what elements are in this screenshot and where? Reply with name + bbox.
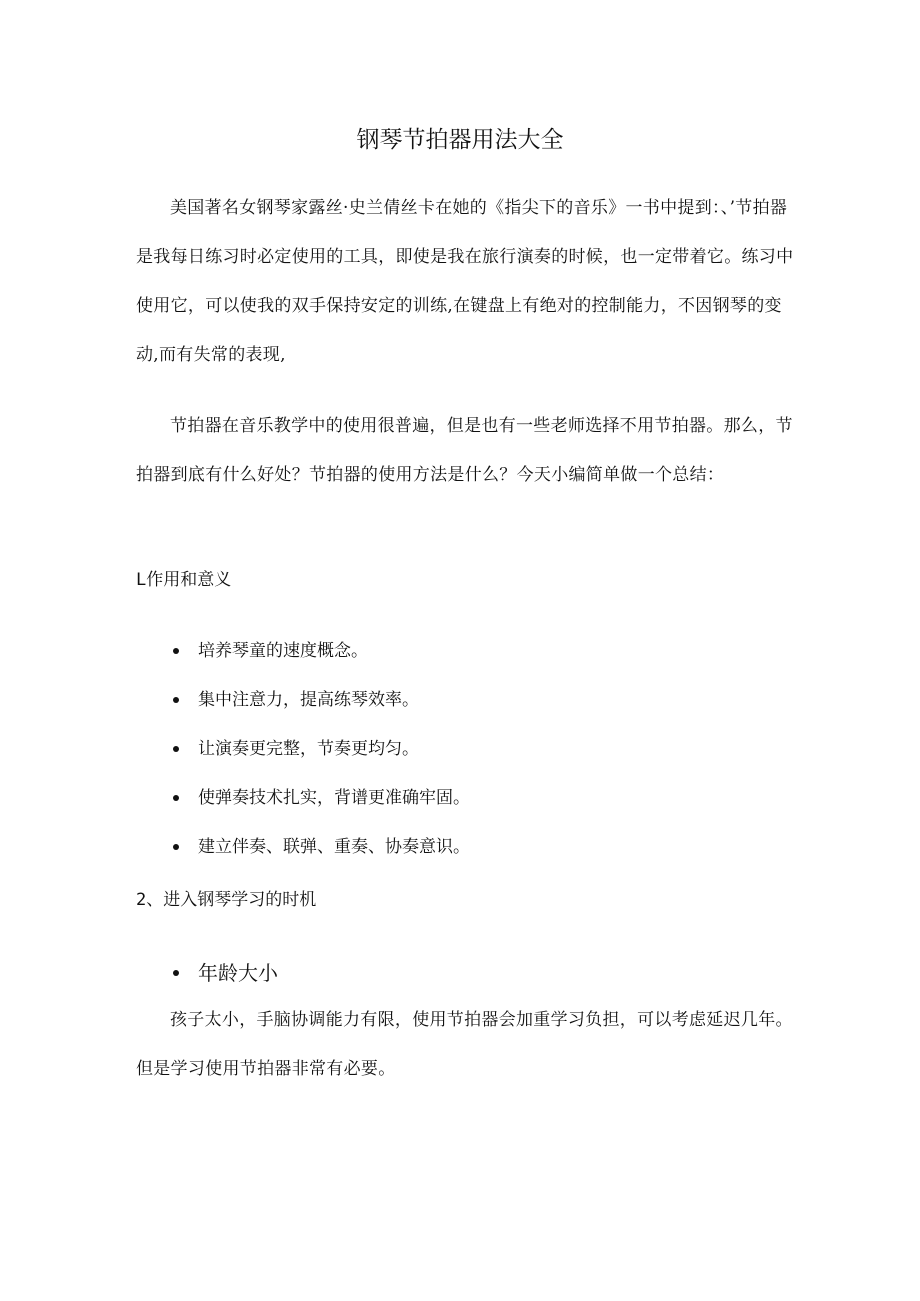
list-item xyxy=(170,780,470,829)
bullet-icon xyxy=(173,844,179,850)
list-item xyxy=(170,682,470,731)
subheading-age xyxy=(170,956,278,990)
bullet-icon xyxy=(173,746,179,752)
list-item-text: 使弹奏技术扎实，背谱更准确牢固。 xyxy=(198,788,470,808)
purpose-list xyxy=(170,633,470,878)
section-heading-purpose: L作用和意义 xyxy=(136,570,232,590)
list-item xyxy=(170,633,470,682)
bullet-icon xyxy=(173,970,179,976)
section-heading-timing: 2、进入钢琴学习的时机 xyxy=(136,890,317,910)
list-item xyxy=(170,731,470,780)
bullet-icon xyxy=(173,795,179,801)
age-paragraph: 孩子太小，手脑协调能力有限，使用节拍器会加重学习负担，可以考虑延迟几年。但是学习使用节拍器非常有必要。 xyxy=(136,1010,793,1079)
question-paragraph: 节拍器在音乐教学中的使用很普遍，但是也有一些老师选择不用节拍器。那么，节拍器到底有什么好处？节拍器的使用方法是什么？今天小编简单做一个总结： xyxy=(136,416,793,485)
list-item-text: 让演奏更完整，节奏更均匀。 xyxy=(198,739,419,759)
subheading-text: 年龄大小 xyxy=(198,961,278,985)
list-item-text: 建立伴奏、联弹、重奏、协奏意识。 xyxy=(198,837,470,857)
intro-paragraph: 美国著名女钢琴家露丝·史兰倩丝卡在她的《指尖下的音乐》一书中提到：、’节拍器是我每日练习时必定使用的工具，即使是我在旅行演奏的时候，也一定带着它。练习中使用它，可以使我的双手保持安定的训练,在键盘上有绝对的控制能力，不因钢琴的变动,而有失常的表现, xyxy=(136,198,794,365)
bullet-icon xyxy=(173,697,179,703)
list-item xyxy=(170,829,470,878)
list-item-text: 集中注意力，提高练琴效率。 xyxy=(198,690,419,710)
document-title: 钢琴节拍器用法大全 xyxy=(356,127,564,153)
bullet-icon xyxy=(173,648,179,654)
list-item-text: 培养琴童的速度概念。 xyxy=(198,641,368,661)
